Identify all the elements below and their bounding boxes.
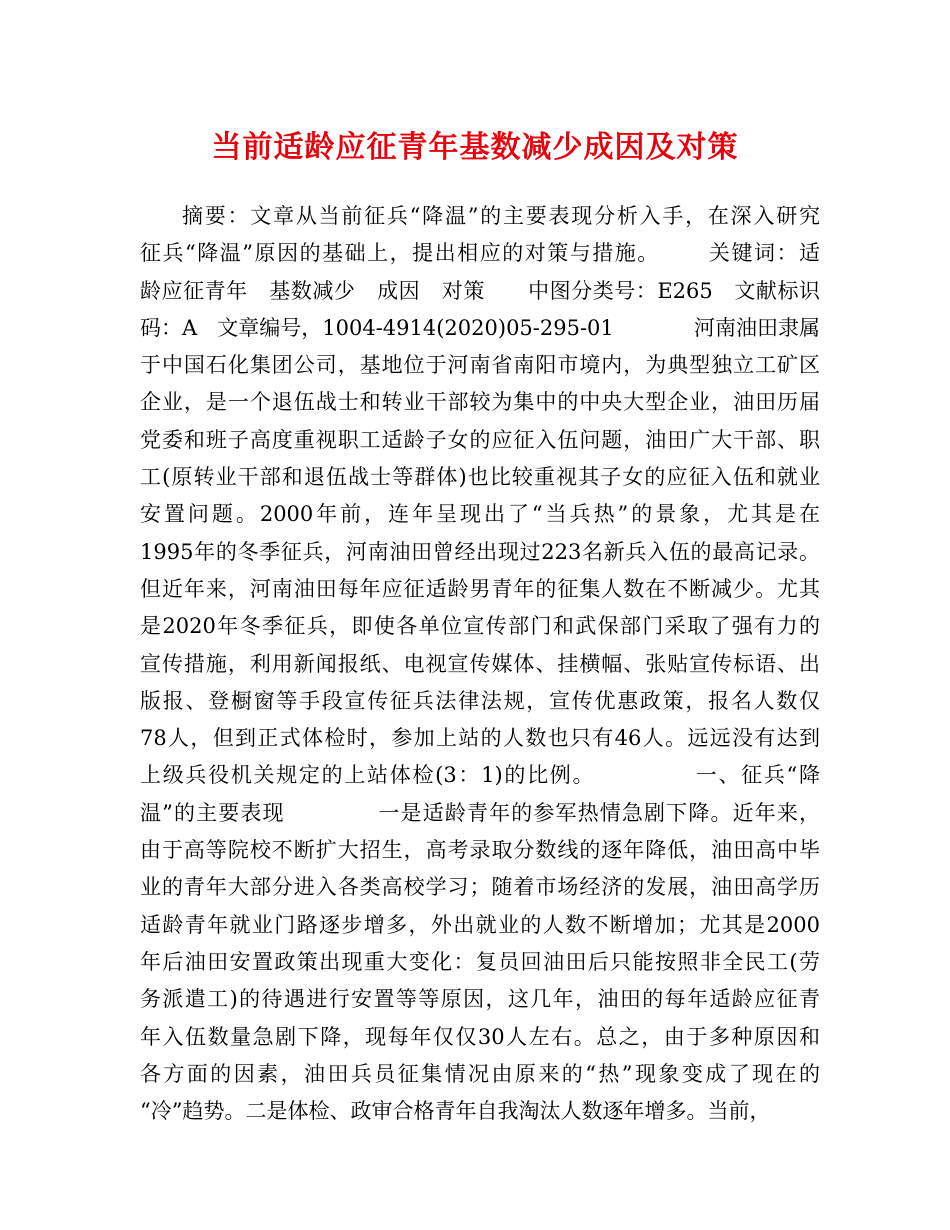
text-line: 78人，但到正式体检时，参加上站的人数也只有46人。远远没有达到 [140, 726, 820, 751]
text-line: 龄应征青年 基数减少 成因 对策 中图分类号：E265 文献标识 [140, 278, 820, 303]
text-line: 适龄青年就业门路逐步增多，外出就业的人数不断增加；尤其是2000 [140, 912, 820, 937]
text-line: 征兵“降温”原因的基础上，提出相应的对策与措施。 关键词：适 [140, 241, 820, 266]
text-line: 1995年的冬季征兵，河南油田曾经出现过223名新兵入伍的最高记录。 [140, 539, 820, 564]
text-line: 业的青年大部分进入各类高校学习；随着市场经济的发展，油田高学历 [140, 875, 820, 900]
text-line: 由于高等院校不断扩大招生，高考录取分数线的逐年降低，油田高中毕 [140, 838, 820, 863]
text-line: 上级兵役机关规定的上站体检(3：1)的比例。 一、征兵“降 [140, 763, 820, 788]
text-line: 宣传措施，利用新闻报纸、电视宣传媒体、挂横幅、张贴宣传标语、出 [140, 651, 820, 676]
text-line: 党委和班子高度重视职工适龄子女的应征入伍问题，油田广大干部、职 [140, 427, 820, 452]
text-line: “冷”趋势。二是体检、政审合格青年自我淘汰人数逐年增多。当前， [140, 1099, 771, 1124]
text-line: 工(原转业干部和退伍战士等群体)也比较重视其子女的应征入伍和就业 [140, 465, 820, 490]
article-body [140, 198, 820, 1130]
text-line: 年入伍数量急剧下降，现每年仅仅30人左右。总之，由于多种原因和 [140, 1024, 820, 1049]
text-line: 企业，是一个退伍战士和转业干部较为集中的中央大型企业，油田历届 [140, 390, 820, 415]
text-line: 于中国石化集团公司，基地位于河南省南阳市境内，为典型独立工矿区 [140, 353, 820, 378]
text-line: 安置问题。2000年前，连年呈现出了“当兵热”的景象，尤其是在 [140, 502, 820, 527]
text-line: 是2020年冬季征兵，即使各单位宣传部门和武保部门采取了强有力的 [140, 614, 820, 639]
text-line: 务派遣工)的待遇进行安置等等原因，这几年，油田的每年适龄应征青 [140, 987, 820, 1012]
text-line: 各方面的因素，油田兵员征集情况由原来的“热”现象变成了现在的 [140, 1061, 820, 1086]
page-title: 当前适龄应征青年基数减少成因及对策 [211, 130, 739, 165]
text-line: 摘要：文章从当前征兵“降温”的主要表现分析入手，在深入研究 [182, 204, 820, 228]
text-line: 年后油田安置政策出现重大变化：复员回油田后只能按照非全民工(劳 [140, 949, 820, 974]
text-line: 温”的主要表现 一是适龄青年的参军热情急剧下降。近年来， [140, 800, 820, 825]
text-line: 但近年来，河南油田每年应征适龄男青年的征集人数在不断减少。尤其 [140, 576, 820, 601]
text-line: 版报、登橱窗等手段宣传征兵法律法规，宣传优惠政策，报名人数仅 [140, 688, 820, 713]
text-line: 码：A 文章编号，1004-4914(2020)05-295-01 河南油田隶属 [140, 315, 820, 340]
